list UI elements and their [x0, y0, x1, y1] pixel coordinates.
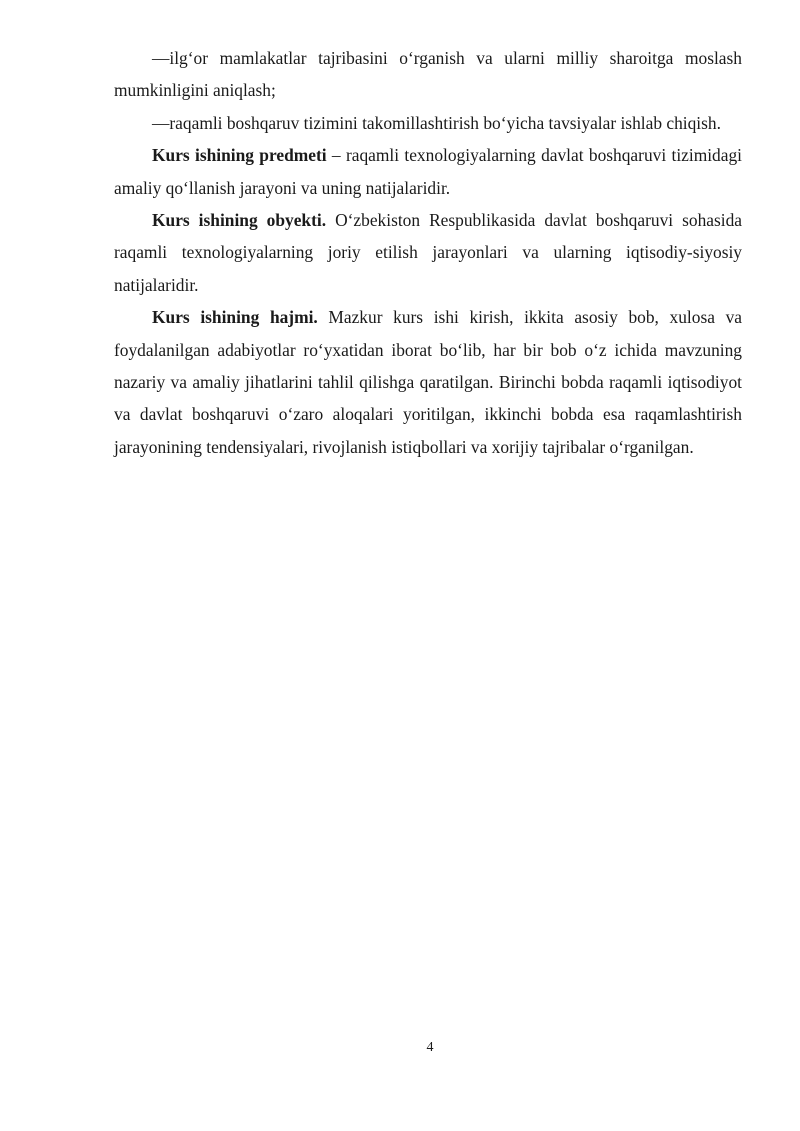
paragraph-text: Mazkur kurs ishi kirish, ikkita asosiy bob, xulosa va foydalanilgan adabiyotlar ro‘yxatidan iborat bo‘lib, har bir bob o‘z ichida mavzuning nazariy va amaliy jihatlarini tahlil qilishga qaratilgan. Birinchi bobda raqamli iqtisodiyot va davlat boshqaruvi o‘zaro aloqalari yoritilgan, ikkinchi bobda esa raqamlashtirish jarayonining tendensiyalari, rivojlanish istiqbollari va xorijiy tajribalar o‘rganilgan. [114, 307, 742, 457]
paragraph-lead: Kurs ishining predmeti [152, 145, 327, 166]
page-number: 4 [426, 1040, 434, 1055]
page-body [114, 42, 742, 463]
paragraph-lead: Kurs ishining obyekti. [152, 210, 327, 231]
paragraph-object [114, 204, 742, 301]
paragraph-scope [114, 301, 742, 463]
paragraph-text: —raqamli boshqaruv tizimini takomillashtirish bo‘yicha tavsiyalar ishlab chiqish. [152, 112, 721, 133]
paragraph-lead: Kurs ishining hajmi. [152, 307, 318, 328]
paragraph-text: O‘zbekiston Respublikasida davlat boshqaruvi sohasida raqamli texnologiyalarning joriy etilish jarayonlari va ularning iqtisodiy-siyosiy natijalaridir. [114, 210, 742, 295]
paragraph-recommendations [114, 107, 742, 139]
paragraph-foreign-experience [114, 42, 742, 107]
paragraph-text: —ilg‘or mamlakatlar tajribasini o‘rganish va ularni milliy sharoitga moslash mumkinligini aniqlash; [114, 48, 742, 101]
paragraph-text: – raqamli texnologiyalarning davlat boshqaruvi tizimidagi amaliy qo‘llanish jarayoni va uning natijalaridir. [114, 145, 743, 198]
paragraph-subject [114, 139, 742, 204]
